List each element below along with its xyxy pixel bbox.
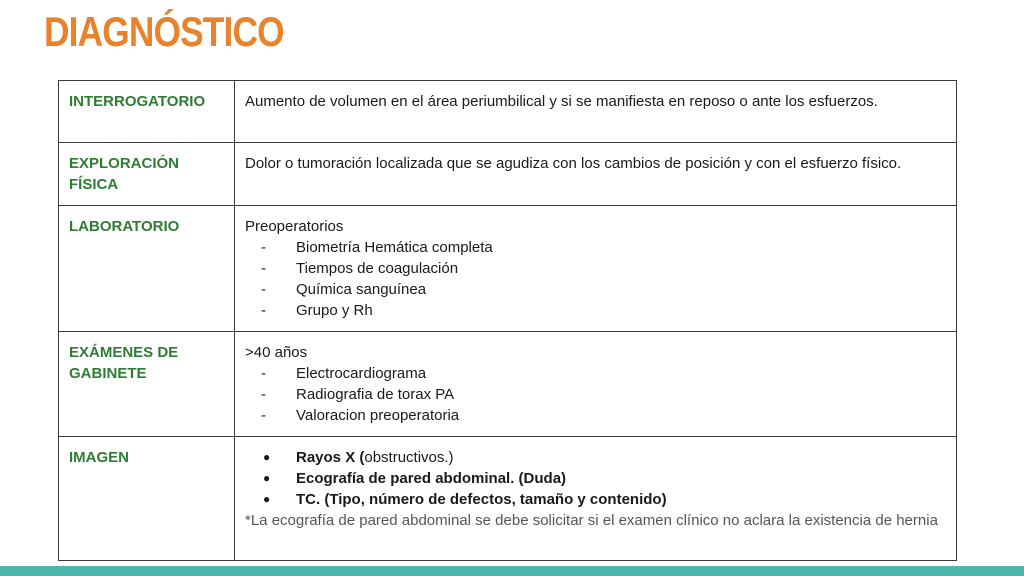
dash-mark: - — [261, 281, 266, 298]
row-label: EXÁMENES DE GABINETE — [59, 332, 235, 437]
row-label: EXPLORACIÓN FÍSICA — [59, 143, 235, 206]
list-item — [245, 237, 946, 258]
row-content — [235, 437, 957, 561]
row-content: Aumento de volumen en el área periumbilical y si se manifiesta en reposo o ante los esfuerzos. — [235, 81, 957, 143]
list-item-text: Química sanguínea — [296, 281, 427, 298]
list-item-text: Grupo y Rh — [296, 302, 373, 319]
row-content: Dolor o tumoración localizada que se agudiza con los cambios de posición y con el esfuerzo físico. — [235, 143, 957, 206]
footnote: *La ecografía de pared abdominal se debe solicitar si el examen clínico no aclara la existencia de hernia — [245, 512, 938, 529]
table-row — [59, 143, 957, 206]
bullet-icon: ● — [263, 492, 271, 506]
dash-list — [245, 237, 946, 321]
list-item — [245, 363, 946, 384]
bullet-icon: ● — [263, 450, 271, 464]
list-item — [245, 405, 946, 426]
table-row — [59, 437, 957, 561]
dash-mark: - — [261, 407, 266, 424]
table-row — [59, 332, 957, 437]
table-row — [59, 206, 957, 332]
bullet-list — [245, 447, 946, 510]
list-item-text: Ecografía de pared abdominal. (Duda) — [296, 470, 567, 487]
dash-mark: - — [261, 239, 266, 256]
list-item-text-bold: Rayos X ( — [296, 449, 365, 466]
dash-list — [245, 363, 946, 426]
dash-mark: - — [261, 302, 266, 319]
row-content — [235, 332, 957, 437]
list-item — [245, 384, 946, 405]
list-item-text: TC. (Tipo, número de defectos, tamaño y contenido) — [296, 491, 667, 508]
list-item — [245, 279, 946, 300]
list-item — [245, 468, 946, 489]
bullet-icon: ● — [263, 471, 271, 485]
list-item-text: Tiempos de coagulación — [296, 260, 459, 277]
row-label: INTERROGATORIO — [59, 81, 235, 143]
table-row — [59, 81, 957, 143]
dash-mark: - — [261, 260, 266, 277]
list-item — [245, 258, 946, 279]
dash-mark: - — [261, 386, 266, 403]
slide-title: DIAGNÓSTICO — [44, 8, 284, 55]
bottom-accent-bar — [0, 566, 1024, 576]
diagnosis-table — [58, 80, 957, 561]
list-item — [245, 300, 946, 321]
row-label: IMAGEN — [59, 437, 235, 561]
list-item — [245, 447, 946, 468]
list-intro: Preoperatorios — [245, 218, 344, 235]
list-item-text-normal: obstructivos.) — [364, 449, 454, 466]
dash-mark: - — [261, 365, 266, 382]
list-intro: >40 años — [245, 344, 308, 361]
row-content — [235, 206, 957, 332]
list-item-text: Electrocardiograma — [296, 365, 427, 382]
list-item-text: Radiografia de torax PA — [296, 386, 455, 403]
list-item — [245, 489, 946, 510]
list-item-text: Valoracion preoperatoria — [296, 407, 460, 424]
row-label: LABORATORIO — [59, 206, 235, 332]
list-item-text: Biometría Hemática completa — [296, 239, 493, 256]
